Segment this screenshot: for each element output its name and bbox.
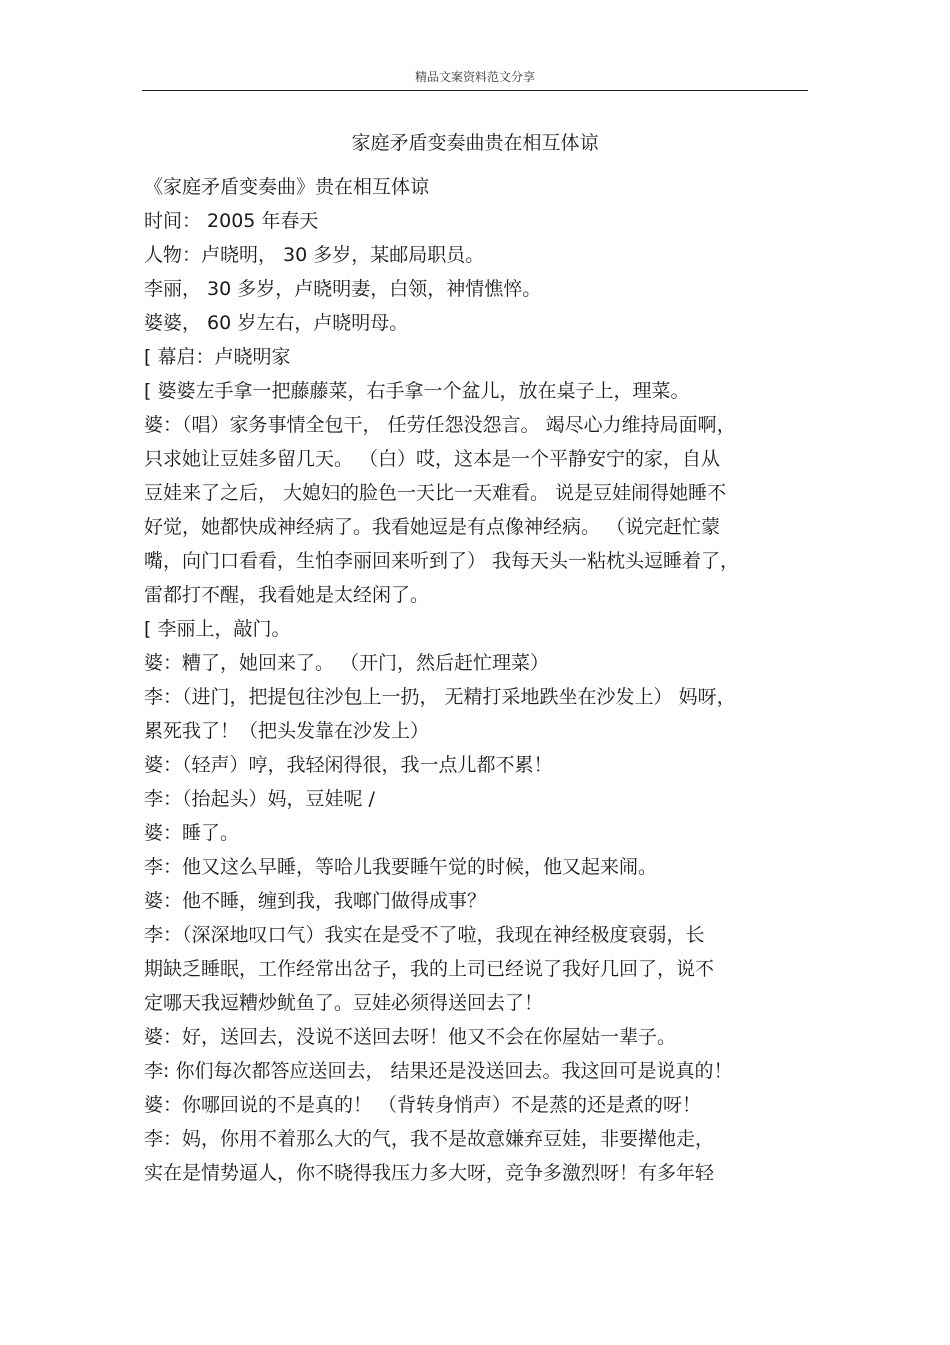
text-line: 李：他又这么早睡，等哈儿我要睡午觉的时候，他又起来闹。	[144, 856, 658, 878]
text-line: 豆娃来了之后， 大媳妇的脸色一天比一天难看。 说是豆娃闹得她睡不	[144, 482, 727, 504]
text-line: 李：妈，你用不着那么大的气，我不是故意嫌弃豆娃，非要撵他走，	[144, 1128, 715, 1150]
text-line: 婆：好，送回去，没说不送回去呀！他又不会在你屋姑一辈子。	[144, 1026, 677, 1048]
document-title: 家庭矛盾变奏曲贵在相互体谅	[351, 132, 599, 154]
text-line: 婆：他不睡，缠到我，我啷门做得成事？	[144, 890, 487, 912]
text-line: 婆：睡了。	[144, 822, 240, 844]
header-divider	[142, 90, 808, 91]
page-header: 精品文案资料范文分享	[414, 70, 535, 84]
text-line: 时间： 2005 年春天	[144, 210, 319, 232]
text-line: 婆：你哪回说的不是真的！ （背转身悄声）不是蒸的还是煮的呀！	[144, 1094, 702, 1116]
text-line: 期缺乏睡眠，工作经常出岔子，我的上司已经说了我好几回了，说不	[144, 958, 715, 980]
text-line: 《家庭矛盾变奏曲》贵在相互体谅	[144, 176, 430, 198]
text-line: 婆：糟了，她回来了。 （开门，然后赶忙理菜）	[144, 652, 550, 674]
text-line: 好觉，她都快成神经病了。我看她逗是有点像神经病。 （说完赶忙蒙	[144, 516, 721, 538]
text-line: 人物：卢晓明， 30 多岁，某邮局职员。	[144, 244, 485, 266]
text-line: 李: 你们每次都答应送回去， 结果还是没送回去。我这回可是说真的！	[144, 1060, 733, 1082]
text-line: 雷都打不醒，我看她是太经闲了。	[144, 584, 430, 606]
text-line: 李丽， 30 多岁，卢晓明妻，白领，神情憔悴。	[144, 278, 542, 300]
text-line: [ 李丽上，敲门。	[144, 618, 291, 640]
text-line: 李：（抬起头）妈，豆娃呢 /	[144, 788, 375, 810]
text-line: 李：（深深地叹口气）我实在是受不了啦，我现在神经极度衰弱，长	[144, 924, 705, 946]
text-line: 婆：（轻声）哼，我轻闲得很，我一点儿都不累！	[144, 754, 553, 776]
text-line: 婆：（唱）家务事情全包干， 任劳任怨没怨言。 竭尽心力维持局面啊，	[144, 414, 736, 436]
text-line: 婆婆， 60 岁左右，卢晓明母。	[144, 312, 409, 334]
text-line: 定哪天我逗糟炒鱿鱼了。豆娃必须得送回去了！	[144, 992, 544, 1014]
text-line: 累死我了！（把头发靠在沙发上）	[144, 720, 430, 742]
text-line: 只求她让豆娃多留几天。 （白）哎，这本是一个平静安宁的家，自从	[144, 448, 721, 470]
text-line: 实在是情势逼人，你不晓得我压力多大呀，竞争多激烈呀！有多年轻	[144, 1162, 715, 1184]
text-line: [ 婆婆左手拿一把藤藤菜，右手拿一个盆儿，放在桌子上，理菜。	[144, 380, 690, 402]
text-line: 李：（进门，把提包往沙包上一扔， 无精打采地跌坐在沙发上） 妈呀，	[144, 686, 736, 708]
text-line: 嘴，向门口看看，生怕李丽回来听到了） 我每天头一粘枕头逗睡着了，	[144, 550, 740, 572]
document-body	[144, 170, 808, 1190]
text-line: [ 幕启：卢晓明家	[144, 346, 291, 368]
